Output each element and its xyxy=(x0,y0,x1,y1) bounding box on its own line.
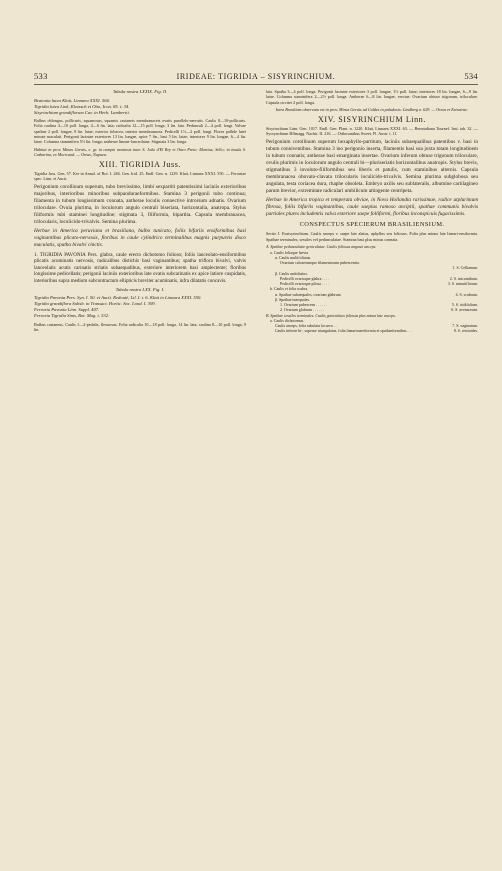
header-rule xyxy=(34,84,478,85)
species-key xyxy=(266,244,478,333)
key-row-label: Pedicelli ovarioque pilosa . . . . xyxy=(280,281,329,287)
left-column xyxy=(34,89,246,335)
key-row-label: b. Caulis et folia scabra. xyxy=(270,286,309,292)
key-row-label: β. Caulis unifoliatus. xyxy=(275,270,308,276)
genus-habitat-2: Herbae in America tropica et temperata obviae, in Nova Hollandia rarissimae, radice utplurimum fibrosa, foliis bifariis vaginantibus, caule saepius ramoso anciptii, spathae communis bivalvis partiales plures includentis valva exteriore saepe folliformi, floribus inconspicuis fugacissimis. xyxy=(266,197,478,217)
plate-reference-2: Tabula nostra LXX. Fig. I. xyxy=(115,286,165,292)
key-row-label: β. Spathae inaequales. xyxy=(275,296,311,302)
page-number-right: 534 xyxy=(464,71,478,81)
two-column-body xyxy=(34,89,478,335)
key-row-label: a. Caulis foliaque laevia. xyxy=(270,249,310,255)
habitat-note: Habitat in prov. Minas Gerais, e. gr. in campis montosis inter S. João d'El Rey et Ouro Preto: Martius; Sello; in insula S. Catharina, ex Moricand. — Oreas, Napaea. xyxy=(34,147,246,158)
key-row-result: 3. S. minutiflorum. xyxy=(447,281,478,287)
right-column xyxy=(266,89,478,335)
genus-heading: XIII. TIGRIDIA Juss. xyxy=(98,159,182,169)
key-row xyxy=(266,328,478,333)
key-row-label: Caulis anceps, folia subulata locarva . . xyxy=(275,323,337,329)
habitat-note-2: Intra Brasiliam observata est in prov. Minas Gerais ad Caldes in paludosis: Lindberg n. 629. — Oreas et Extratrae. xyxy=(275,107,469,113)
genus-description-2: Perigonium corollinum superum hexaphyllo-partitum, laciniis subaequalibus patentibus v. basi in tubum conniventibus. Stamina 3 ino perigonio inserta, filamentis basi sua juxta totam longitudinem in tubum connatis; antherae basi emarginata insertae. Ovarium inferum obtuse trigonum triloculare, ovulis plurimis in loculorum angulo centrali bi—pluriseriatis horizontalibus anatropis. Stylus brevis, stigmatibus 3 involuto-filiformibus seu liberis et patulis, cum staminibus alternis. Capsula membranacea obovato-clavata trilocularis loculicido-trivalvis. Semina plurima subglobosa seu angulata, testa coriacea dura, rhaphe obsoleta. Embryo axilis seu sublateralis, albumine cartilagineo parum brevior, extremitate radiculari umbilicum attingente centripeta. xyxy=(266,139,478,194)
key-row-label: B. Spathae sessiles terminales. Caulis geniculatus foliosus plus minus late anceps. xyxy=(266,312,396,318)
page-number-left: 533 xyxy=(34,71,48,81)
key-row-label: α. Spathae subaequales, ovarium glabrum xyxy=(275,291,341,297)
key-row-label: Pedicelli ovarioque glabra . . . . xyxy=(280,275,330,281)
book-page xyxy=(0,71,502,871)
conspectus-intro: Sectio I. Eusisyrinchium. Caulis anceps v. saepe late alatus, aphyllus seu foliosus. Folia plus minus late lineari-ensiformia. Spathae terminales, sessiles vel pedunculatae. Stamina basi plus minus connata. xyxy=(266,231,478,242)
genus-synonymy-2: Sisyrinchium Linn. Gen. 1017. Endl. Gen. Plant. n. 1220. Klatt, Linnaea XXXI. 63. — Bermudiana Tournef. Inst. tab. 32. — Syorynchium Hffmagg. Nachtr. II. 216. — Orthosanthus Sweet, Fl. Austr. t. 11. xyxy=(266,126,478,137)
key-row-result: 8. S. restioides. xyxy=(453,328,478,334)
key-row-result: 4. S. scabrum. xyxy=(455,291,478,297)
key-row-label: A. Spathae pedunculatae geniculatae. Caulis foliosus anguste anceps. xyxy=(266,244,377,250)
key-row-label: α. Caulis multifoliatus. xyxy=(275,254,312,260)
key-row-result: 1. S. Cellianum. xyxy=(452,265,478,271)
synonymy-2: Tigridia Pavonia Pers. Syn. I. 50. et Auctt. Redouté, Lil. I. t. 6. Klatt in Linnaea XXXI. 550. Tigridia grandiflora Salisb. in Transact. Hortic. Soc. Lond. I. 309. Ferraria Pavonia Linn. Suppl. 407. Ferraria Tigridia Sims, Bot. Mag. t. 532. xyxy=(34,295,202,319)
key-row-result: 5. S. iridifolium. xyxy=(451,302,478,308)
key-row-label: Caulis inferne bi-, superne triangulatus, folia linearicuneiformia et spathaeformibus . . . xyxy=(275,328,413,334)
species-description-continued: lata. Spatha 3—4 poll. longa. Perigonii laciniae exteriores 3 poll. longae, 1½ poll. latae; interiores 18 lin. longae, 6—9 lin. latae. Columna staminifera 2—2½ poll. longa. Antherae 6—8 lin. longae, erectae. Ovarium obtuse trigonum, triloculare. Capsula circiter 2 poll. longa. xyxy=(266,89,478,105)
genus-heading-2: XIV. SISYRINCHIUM Linn. xyxy=(318,114,426,124)
key-row-label: a. Caulis dichotomus. xyxy=(270,317,305,323)
page-header xyxy=(34,71,478,81)
plate-reference: Tabula nostra LXXIX. Fig. II. xyxy=(112,89,168,94)
key-row-result: 6. S. avenaceum. xyxy=(451,307,478,313)
conspectus-heading: CONSPECTUS SPECIERUM BRASILIENSIUM. xyxy=(299,220,445,228)
key-row-result: 7. S. vaginatum. xyxy=(452,323,478,329)
key-row-label: 2. Ovarium glabrum . . . . . . xyxy=(280,307,324,313)
synonymy: Beatonia lutea Klatt, Linnaea XXXI. 566. Tigridia lutea Link, Klotzsch et Otto, Icon. 85. t. 34. Sisyrinchium grandiflorum Cav. in Herb. Lambertii. xyxy=(34,97,130,115)
key-row-label: 1. Ovarium pubescens . . . . . . xyxy=(280,302,327,308)
genus-synonymy: Tigridia Juss. Gen. 57. Ker in Annal. of Bot. I. 246. Gen. Irid. 25. Endl. Gen. n. 1229. Klatt, Linnaea XXXI. 550. — Ferrariae spec. Linn. et Auctt. xyxy=(34,171,246,182)
genus-description: Perigonium corollinum superum, tubo brevissimo, limbi sexpartiti patentissimi laciniis exterioribus majoribus, interioribus minoribus subpanduraeformibus. Stamina 3 perigonii tubo continua; filamenta in tubum longissimum connata, antherae loculis connective introrsum adnatis. Ovarium triloculare. Ovula plurima, in loculorum angulo centrali biseriata, horizontalia, anatropa. Stylus filiformis tubi staminei longitudine; stigmata 3, filiformia, bipartita. Capsula membranacea, trilocularis, loculicido-trivalvis. Semina plurima. xyxy=(34,184,246,225)
species-description: Bulbus oblongus, pollicaris, squamosus, squamis castaneis membranaceis ovatis parallelo-nervatis. Caulis 8—10-pollicaris. Folia caulina 4—10 poll. longa, 4—6 lin. lata; radicalia 12—15 poll. longa, 3 lin. lata. Pedunculi 2—4 poll. longi. Valvae spathae 2 poll. longae, 8 lin. latae, exterior foliacea, interior membranacea. Pedicelli 1½—2 poll. longi. Flores pallide lutei minute maculati. Perigonii laciniae exteriores 13 lin. longae, apice 7 lin., basi 5 lin. latae; interiores 9 lin. longae, 6—4 lin. latae. Columna staminifera 5½ lin. longa; antherae lineari-lanceolatae. Stigmata 3 lin. longa. xyxy=(34,118,246,145)
running-title: IRIDEAE: TIGRIDIA – SISYRINCHIUM. xyxy=(176,72,336,81)
key-row-label: Ovarium calcareumque filamentorum pubescentia. xyxy=(280,260,360,266)
key-row-result: 2. S. micranthum. xyxy=(449,275,478,281)
species-entry: 1. TIGRIDIA PAVONIA Pers. glabra, caule erecto dichotomo folioso; foliis lanceolato-ensiformibus plicatis acuminatis nervosis, radicalibus distichis basi vaginantibus; spatha triflora bivalvi, valvis lanceolatis acutis carinatis striatis subaequalibus, exteriore interiorem basi amplectente; floribus longissime pedicellatis; perigonii laciniis exterioribus late ovatis subcarinatis ex apice latiore cuspidatis, interioribus supra medium subcontractum ellipticis breviter acuminatis, infra dilatatis concavis. xyxy=(34,251,246,284)
genus-habitat: Herbae in America peruviana et brasiliana, bulbo tunicato, foliis bifariis ensiformibus basi vaginantibus plicato-nervosis, floribus in caule cylindrico terminalibus magnis purpureis disco maculatis, spatha bivalvi cinctis. xyxy=(34,228,246,249)
species-description-2: Bulbus castaneus. Caulis 1—2-pedalis, flexuosus. Folia radicalia 10—18 poll. longa, 14 lin. lata; caulina 8—10 poll. longa, 9 lin. xyxy=(34,321,246,333)
